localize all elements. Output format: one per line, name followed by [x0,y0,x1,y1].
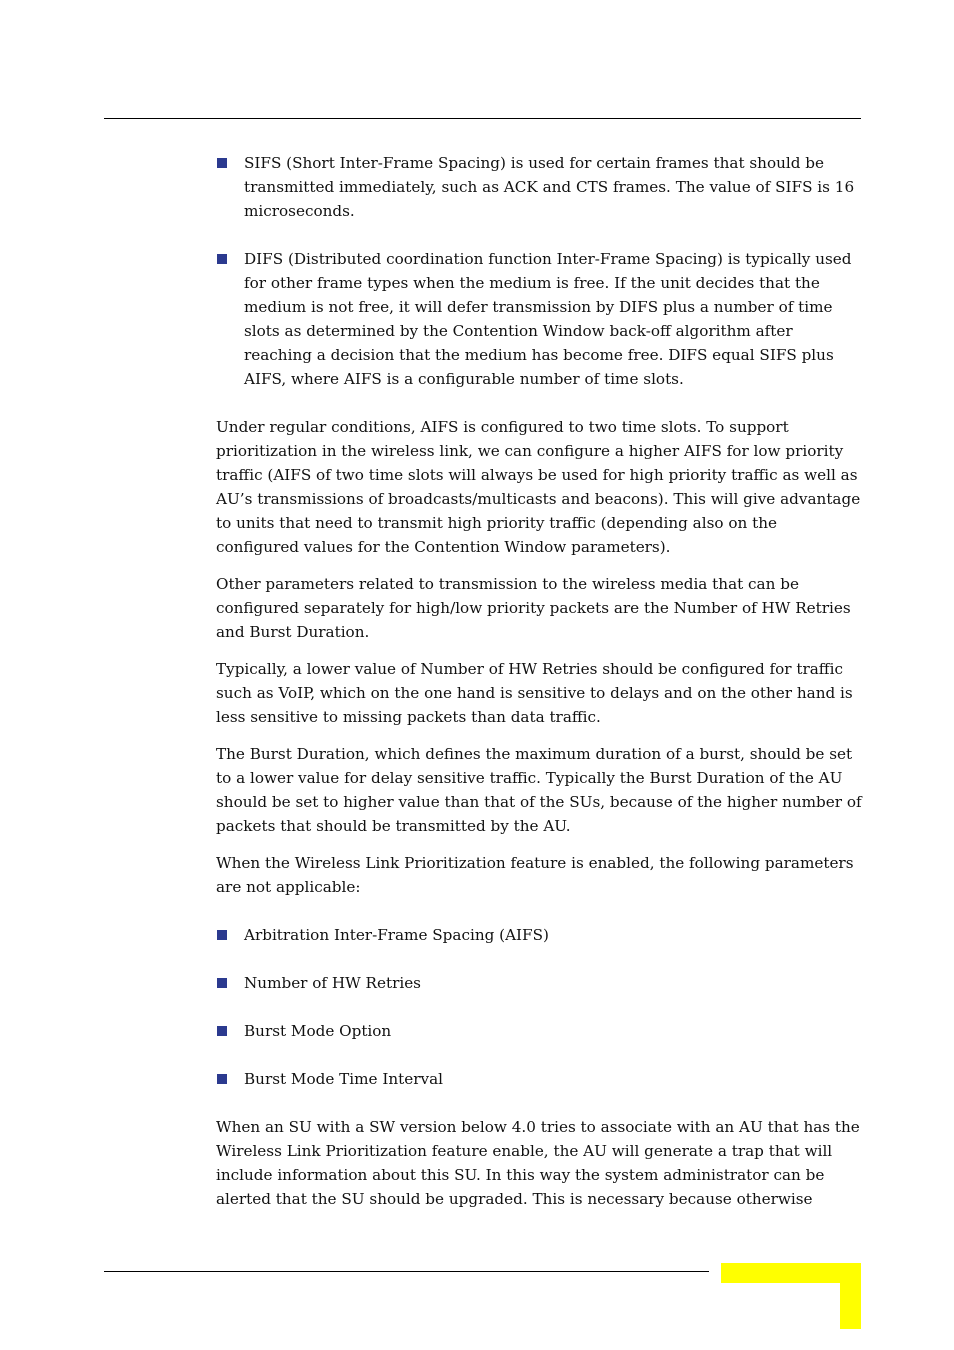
list-item-text: Number of HW Retries [244,974,421,992]
list-item [216,971,862,995]
paragraph-hw-retries: Typically, a lower value of Number of HW Retries should be configured for traffic such as VoIP, which on the one hand is sensitive to delays and on the other hand is less sensitive to missing packets than data traffic. [216,660,853,726]
list-item [216,923,862,947]
bullet-text: DIFS (Distributed coordination function Inter-Frame Spacing) is typically used for other frame types when the medium is free. If the unit decides that the medium is not free, it will defer transmission by DIFS plus a number of time slots as determined by the Contention Window back-off algorithm after reaching a decision that the medium has become free. DIFS equal SIFS plus AIFS, where AIFS is a configurable number of time slots. [244,250,852,388]
paragraph-aifs: Under regular conditions, AIFS is configured to two time slots. To support prioritization in the wireless link, we can configure a higher AIFS for low priority traffic (AIFS of two time slots will always be used for high priority traffic as well as AU’s transmissions of broadcasts/multicasts and beacons). This will give advantage to units that need to transmit high priority traffic (depending also on the configured values for the Contention Window parameters). [216,418,861,556]
paragraph-closing: When an SU with a SW version below 4.0 tries to associate with an AU that has the Wireless Link Prioritization feature enable, the AU will generate a trap that will include information about this SU. In this way the system administrator can be alerted that the SU should be upgraded. This is necessary because otherwise [216,1118,860,1208]
list-item [216,1019,862,1043]
page-tab-leg [840,1263,861,1329]
paragraph-other-parameters: Other parameters related to transmission to the wireless media that can be configured separately for high/low priority packets are the Number of HW Retries and Burst Duration. [216,575,851,641]
bullet-item-sifs [216,151,862,223]
page-tab-marker [721,1263,861,1329]
header-rule [104,118,861,119]
list-item-text: Arbitration Inter-Frame Spacing (AIFS) [244,926,549,944]
page-body [216,151,862,1211]
bullet-item-difs [216,247,862,391]
square-bullet-icon [217,1026,227,1036]
list-item-text: Burst Mode Time Interval [244,1070,443,1088]
footer-rule [104,1271,709,1272]
bullet-text: SIFS (Short Inter-Frame Spacing) is used for certain frames that should be transmitted immediately, such as ACK and CTS frames. The value of SIFS is 16 microseconds. [244,154,855,220]
list-item-text: Burst Mode Option [244,1022,392,1040]
square-bullet-icon [217,978,227,988]
square-bullet-icon [217,930,227,940]
paragraph-burst-duration: The Burst Duration, which defines the maximum duration of a burst, should be set to a lower value for delay sensitive traffic. Typically the Burst Duration of the AU should be set to higher value than that of the SUs, because of the higher number of packets that should be transmitted by the AU. [216,745,862,835]
list-item [216,1067,862,1091]
square-bullet-icon [217,158,227,168]
square-bullet-icon [217,254,227,264]
square-bullet-icon [217,1074,227,1084]
paragraph-not-applicable: When the Wireless Link Prioritization feature is enabled, the following parameters are not applicable: [216,854,854,896]
